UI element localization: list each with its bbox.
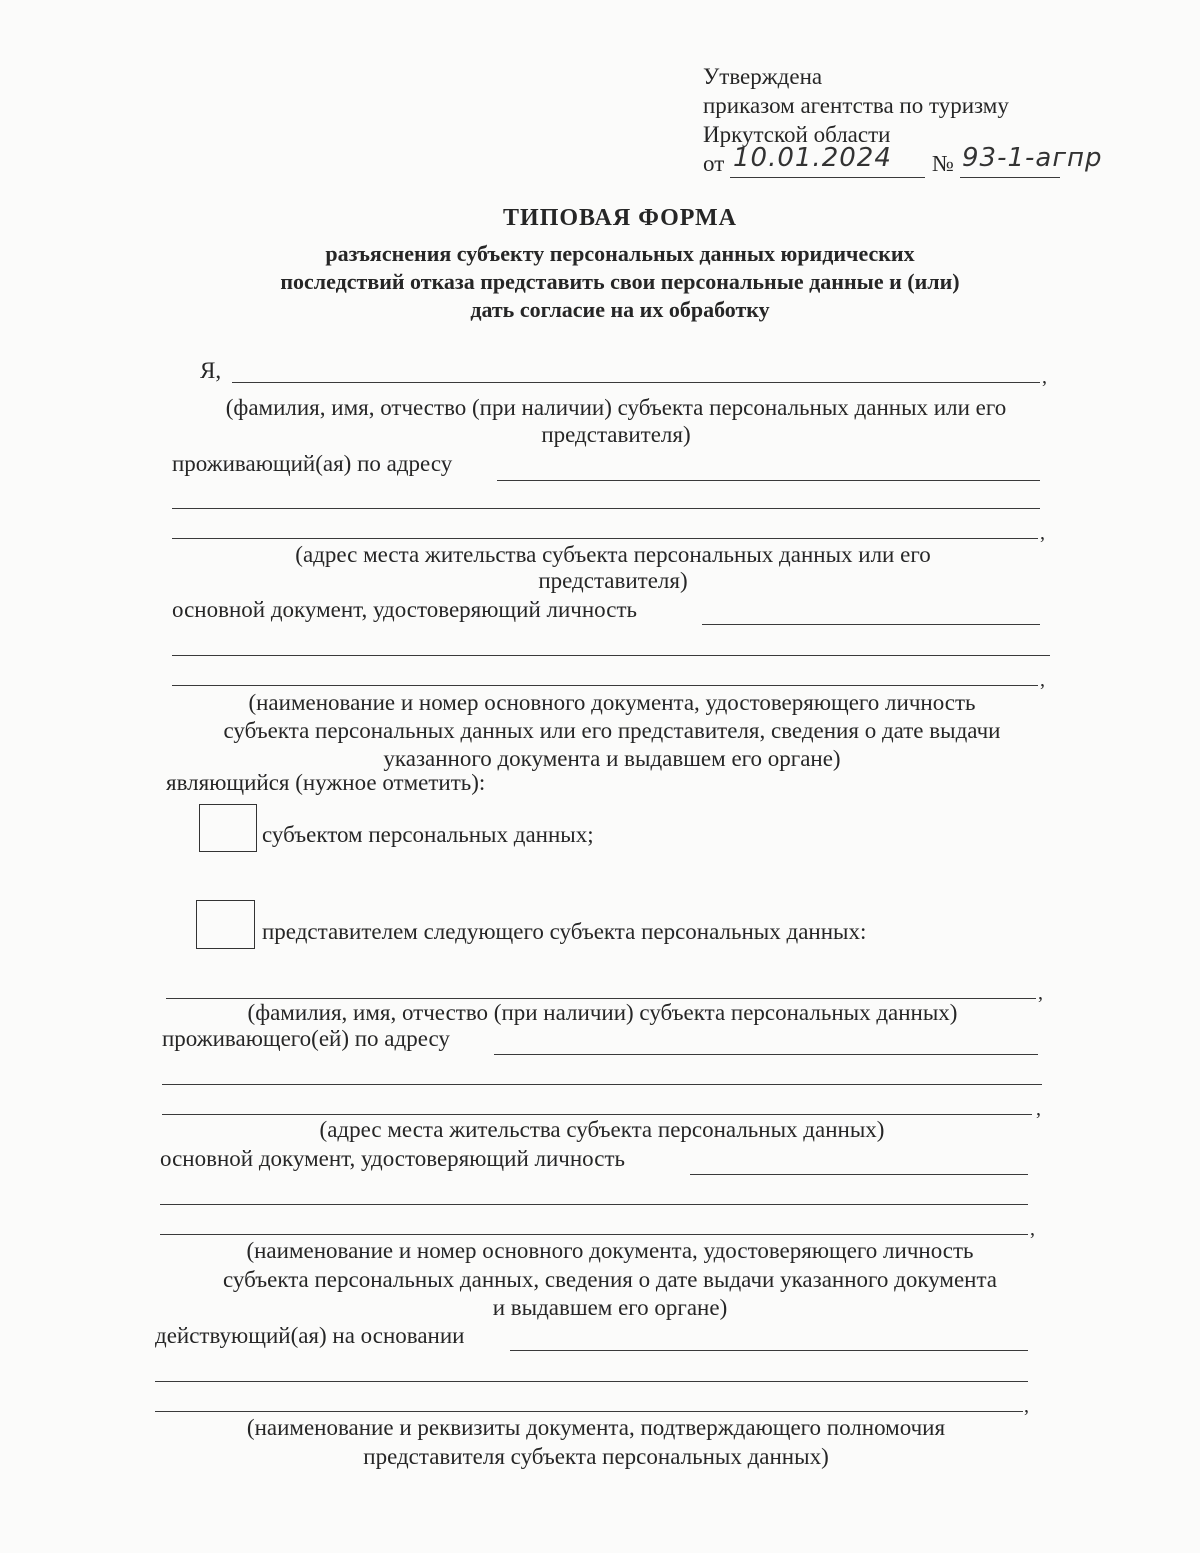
caption-doc-subject-2: субъекта персональных данных, сведения о дате выдачи указанного документа <box>222 1267 997 1292</box>
caption-fio-2: представителя) <box>541 422 691 447</box>
caption-doc-subject-3: и выдавшем его органе) <box>492 1295 728 1320</box>
being-label: являющийся (нужное отметить): <box>166 770 486 795</box>
approval-stamp <box>703 62 1009 149</box>
address-label: проживающий(ая) по адресу <box>172 451 453 476</box>
doc-input-line-2[interactable] <box>172 655 1050 656</box>
approval-number-prefix: № <box>932 151 954 176</box>
basis-input-line-2[interactable] <box>155 1381 1028 1382</box>
fio-input-line[interactable] <box>232 382 1040 383</box>
doc-label: основной документ, удостоверяющий личность <box>172 597 637 622</box>
caption-addr-1: (адрес места жительства субъекта персональных данных или его <box>295 542 931 567</box>
approval-date-value: 10.01.2024 <box>733 143 892 173</box>
subject-address-line-1[interactable] <box>494 1054 1038 1055</box>
approval-number-value: 93-1-агпр <box>962 143 1103 173</box>
caption-fio-subject: (фамилия, имя, отчество (при наличии) субъекта персональных данных) <box>247 1000 958 1025</box>
address-input-line-2[interactable] <box>172 508 1040 509</box>
comma-mark: , <box>1030 1218 1035 1240</box>
form-subtitle-3: дать согласие на их обработку <box>470 297 770 322</box>
comma-mark: , <box>1036 1098 1041 1120</box>
subject-doc-label: основной документ, удостоверяющий личность <box>160 1146 625 1171</box>
approval-line-3: Иркутской области <box>703 122 891 147</box>
comma-mark: , <box>1038 982 1043 1004</box>
caption-doc-3: указанного документа и выдавшем его органе) <box>383 746 841 771</box>
caption-basis-1: (наименование и реквизиты документа, подтверждающего полномочия <box>246 1415 946 1440</box>
comma-mark: , <box>1024 1395 1029 1417</box>
basis-input-line-1[interactable] <box>510 1350 1028 1351</box>
option-subject-label: субъектом персональных данных; <box>262 822 594 847</box>
subject-address-line-3[interactable] <box>162 1114 1032 1115</box>
address-input-line-1[interactable] <box>497 480 1040 481</box>
doc-input-line-1[interactable] <box>702 624 1040 625</box>
approval-line-2: приказом агентства по туризму <box>703 93 1009 118</box>
comma-mark: , <box>1042 366 1047 388</box>
subject-address-line-2[interactable] <box>162 1084 1042 1085</box>
option-representative-label: представителем следующего субъекта персональных данных: <box>262 919 867 944</box>
representative-checkbox[interactable] <box>196 900 255 949</box>
form-subtitle-1: разъяснения субъекту персональных данных юридических <box>325 241 915 266</box>
comma-mark: , <box>1040 522 1045 544</box>
i-label: Я, <box>200 358 222 383</box>
approval-date-line <box>730 177 925 178</box>
address-input-line-3[interactable] <box>172 538 1038 539</box>
subject-doc-line-2[interactable] <box>160 1204 1028 1205</box>
basis-input-line-3[interactable] <box>155 1411 1023 1412</box>
subject-doc-line-1[interactable] <box>690 1174 1028 1175</box>
approval-number-line <box>960 177 1060 178</box>
subject-checkbox[interactable] <box>199 804 257 852</box>
caption-addr-2: представителя) <box>538 568 688 593</box>
subject-doc-line-3[interactable] <box>160 1234 1028 1235</box>
caption-addr-subject: (адрес места жительства субъекта персональных данных) <box>319 1117 885 1142</box>
caption-fio-1: (фамилия, имя, отчество (при наличии) субъекта персональных данных или его <box>225 395 1007 420</box>
approval-line-1: Утверждена <box>703 64 823 89</box>
caption-doc-2: субъекта персональных данных или его представителя, сведения о дате выдачи <box>223 718 1001 743</box>
caption-basis-2: представителя субъекта персональных данных) <box>363 1444 829 1469</box>
approval-date-prefix: от <box>703 151 725 176</box>
caption-doc-1: (наименование и номер основного документа, удостоверяющего личность <box>248 690 976 715</box>
doc-input-line-3[interactable] <box>172 685 1038 686</box>
comma-mark: , <box>1040 669 1045 691</box>
caption-doc-subject-1: (наименование и номер основного документа, удостоверяющего личность <box>246 1238 974 1263</box>
form-subtitle-2: последствий отказа представить свои персональные данные и (или) <box>280 269 960 294</box>
form-title: ТИПОВАЯ ФОРМА <box>503 205 737 231</box>
subject-address-label: проживающего(ей) по адресу <box>162 1026 450 1051</box>
basis-label: действующий(ая) на основании <box>155 1323 465 1348</box>
